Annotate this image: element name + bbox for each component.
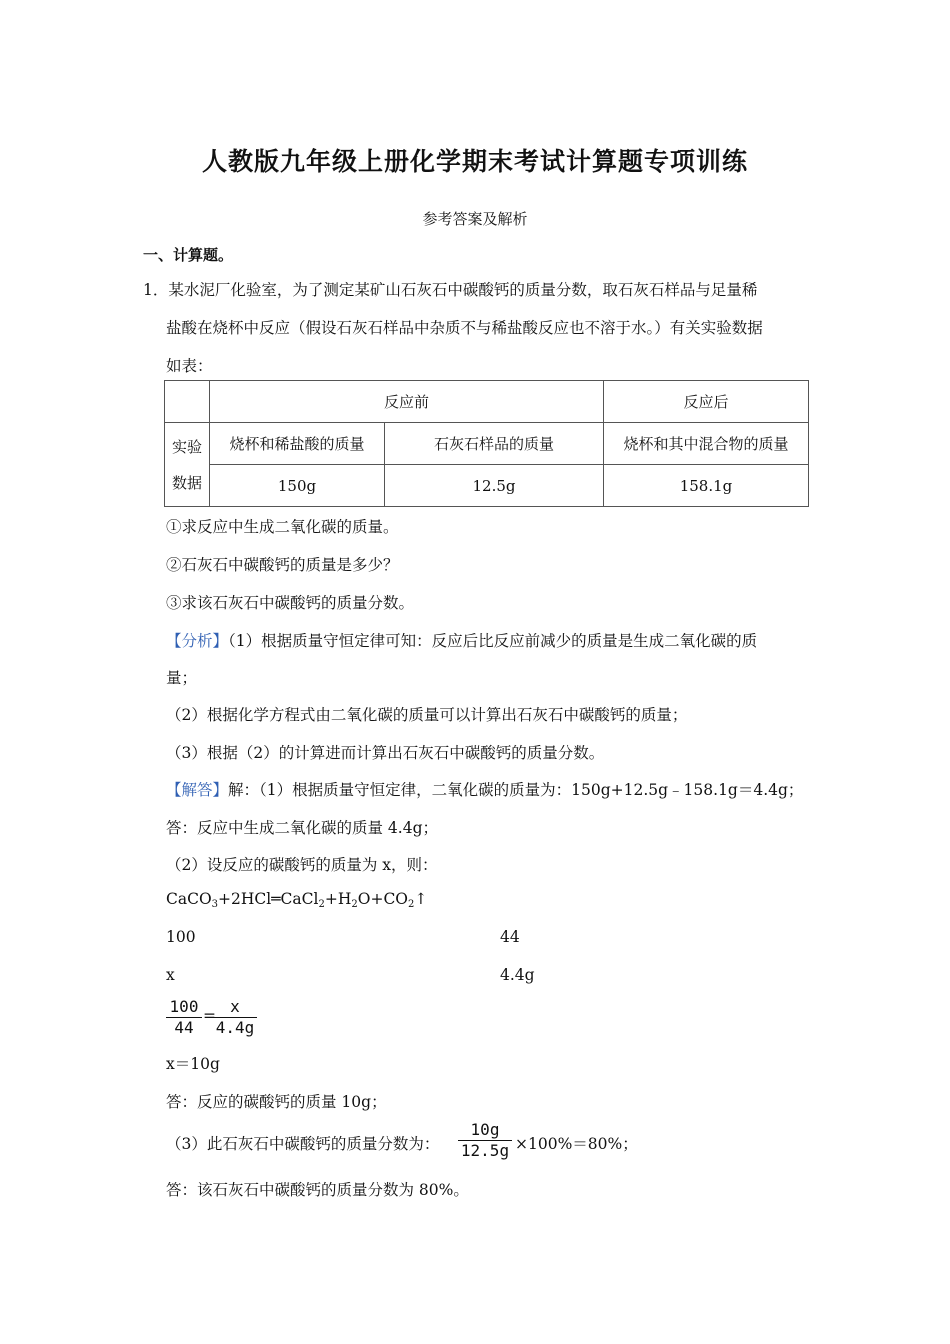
sub-question-2: ②石灰石中碳酸钙的质量是多少？ [166,556,399,574]
chemical-equation: $CaCO_3+2HCl═CaCl_2+H_2O+CO_2↑$ [166,890,428,910]
solution-line-3-suffix: ×100%＝80%； [515,1135,638,1153]
sub-question-1: ①求反应中生成二氧化碳的质量。 [166,518,399,536]
equals-sign: = [203,1007,216,1025]
analysis-line-4: （3）根据（2）的计算进而计算出石灰石中碳酸钙的质量分数。 [166,744,605,762]
table-group-after: 反应后 [604,381,809,423]
analysis-line-1: 【分析】（1）根据质量守恒定律可知：反应后比反应前减少的质量是生成二氧化碳的质 [166,632,758,650]
solution-answer-1: 答：反应中生成二氧化碳的质量 4.4g； [166,819,439,837]
table-value-cell: 12.5g [385,465,604,507]
analysis-line-3: （2）根据化学方程式由二氧化碳的质量可以计算出石灰石中碳酸钙的质量； [166,706,688,724]
analysis-line-2: 量； [166,669,198,687]
experiment-data-table [164,380,809,507]
fraction-x-4.4g: x 4.4g [213,997,257,1038]
table-value-cell: 158.1g [604,465,809,507]
table-header-cell: 烧杯和其中混合物的质量 [604,423,809,465]
table-corner-cell [165,381,210,423]
table-group-before: 反应前 [210,381,604,423]
x-result: x＝10g [166,1055,220,1073]
question-line-2: 盐酸在烧杯中反应（假设石灰石样品中杂质不与稀盐酸反应也不溶于水。）有关实验数据 [166,319,763,337]
table-row [165,381,809,423]
solution-tag: 【解答】 [166,781,229,799]
solution-answer-3: 答：该石灰石中碳酸钙的质量分数为 80%。 [166,1181,469,1199]
page-title: 人教版九年级上册化学期末考试计算题专项训练 [201,147,748,176]
molar-mass-left: 100 [166,928,196,946]
table-row [165,423,809,465]
question-line-1 [143,278,757,300]
molar-mass-right: 44 [500,928,520,946]
analysis-tag: 【分析】 [166,632,229,650]
table-value-cell: 150g [210,465,385,507]
table-row-label: 实验 数据 [165,423,210,507]
table-row [165,465,809,507]
fraction-10g-12.5g: 10g 12.5g [458,1120,512,1161]
solution-line-2: （2）设反应的碳酸钙的质量为 x，则： [166,856,438,874]
fraction-100-44: 100 44 [166,997,202,1038]
question-line-3: 如表： [166,357,213,375]
table-header-cell: 烧杯和稀盐酸的质量 [210,423,385,465]
solution-answer-2: 答：反应的碳酸钙的质量 10g； [166,1093,387,1111]
gas-arrow-icon: ↑ [414,890,428,908]
table-header-cell: 石灰石样品的质量 [385,423,604,465]
section-heading: 一、计算题。 [143,246,234,264]
solution-line-3-prefix: （3）此石灰石中碳酸钙的质量分数为： [166,1135,440,1153]
page-subtitle: 参考答案及解析 [422,210,528,228]
question-text-1: 某水泥厂化验室，为了测定某矿山石灰石中碳酸钙的质量分数，取石灰石样品与足量稀 [168,281,758,299]
sub-question-3: ③求该石灰石中碳酸钙的质量分数。 [166,594,415,612]
known-right: 4.4g [500,966,535,984]
unknown-left: x [166,966,175,984]
question-number: 1． [143,281,169,299]
solution-line-1: 【解答】解：（1）根据质量守恒定律，二氧化碳的质量为：150g+12.5g﹣158.1g＝4.4g； [166,781,804,799]
